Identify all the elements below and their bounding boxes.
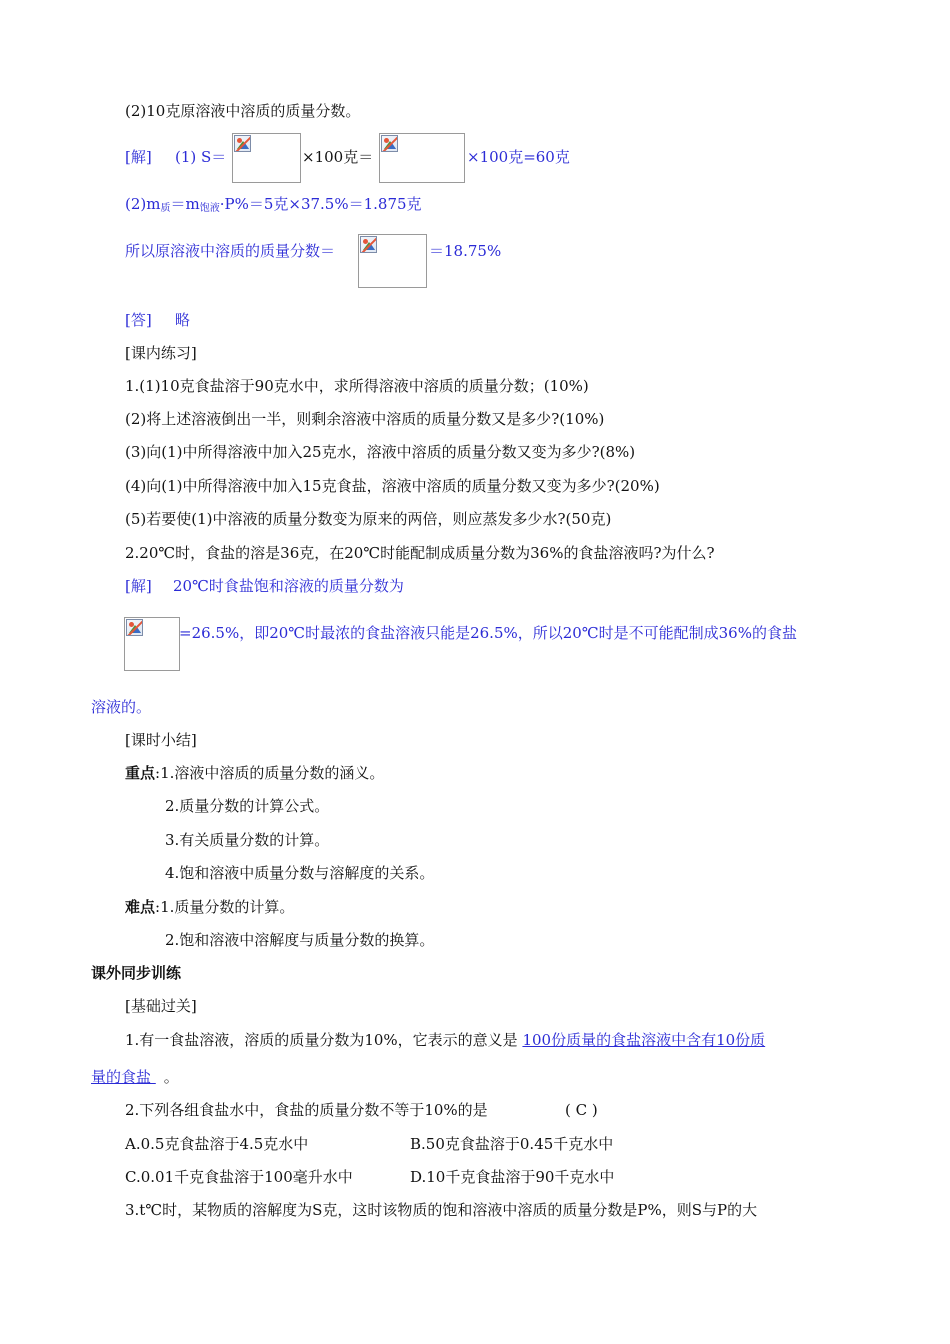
option-a: A.0.5克食盐溶于4.5克水中 (125, 1135, 309, 1153)
key-point-item: 3.有关质量分数的计算。 (165, 831, 330, 849)
practice-item: 2.20℃时，食盐的溶是36克，在20℃时能配制成质量分数为36%的食盐溶液吗?为什么? (125, 544, 715, 562)
solution-conclusion: 所以原溶液中溶质的质量分数＝ (125, 242, 336, 260)
formula-image (124, 617, 180, 671)
practice-solution-tag: [解] (125, 577, 152, 595)
practice-solution-end: 溶液的。 (91, 698, 152, 716)
hard-point-item: 2.饱和溶液中溶解度与质量分数的换算。 (165, 931, 435, 949)
practice-solution-text: 20℃时食盐饱和溶液的质量分数为 (173, 577, 404, 595)
practice-item: (2)将上述溶液倒出一半，则剩余溶液中溶质的质量分数又是多少?(10%) (125, 410, 605, 428)
formula-image (379, 133, 465, 183)
training-header: [基础过关] (125, 997, 197, 1015)
solution-part-2: (2)m质＝m饱液·P%＝5克×37.5%＝1.875克 (125, 195, 422, 214)
training-question-2-answer: ( C ) (565, 1101, 598, 1119)
option-b: B.50克食盐溶于0.45千克水中 (410, 1135, 614, 1153)
broken-image-icon (126, 619, 143, 636)
answer-fill: 量的食盐 (91, 1068, 156, 1086)
broken-image-icon (234, 135, 251, 152)
hard-points-line: 难点:1.质量分数的计算。 (125, 898, 295, 916)
key-point-item: 4.饱和溶液中质量分数与溶解度的关系。 (165, 864, 435, 882)
solution-formula-mid: ×100克＝ (302, 148, 374, 166)
option-c: C.0.01千克食盐溶于100毫升水中 (125, 1168, 353, 1186)
answer-fill: 100份质量的食盐溶液中含有10份质 (522, 1031, 766, 1049)
practice-item: 1.(1)10克食盐溶于90克水中，求所得溶液中溶质的质量分数；(10%) (125, 377, 589, 395)
solution-conclusion-value: ＝18.75% (429, 242, 502, 260)
option-d: D.10千克食盐溶于90千克水中 (410, 1168, 615, 1186)
formula-image (358, 234, 427, 288)
hard-points-label: 难点 (125, 898, 156, 916)
practice-header: [课内练习] (125, 344, 197, 362)
practice-item: (3)向(1)中所得溶液中加入25克水，溶液中溶质的质量分数又变为多少?(8%) (125, 443, 636, 461)
answer-tag: [答] (125, 311, 152, 329)
solution-tag: [解] (125, 148, 152, 166)
question-part-2: (2)10克原溶液中溶质的质量分数。 (125, 102, 361, 120)
practice-solution-continuation: =26.5%，即20℃时最浓的食盐溶液只能是26.5%，所以20℃时是不可能配制成36%的食盐 (179, 624, 797, 642)
training-question-1: 1.有一食盐溶液，溶质的质量分数为10%，它表示的意义是 100份质量的食盐溶液中含有10份质 (125, 1031, 766, 1049)
formula-image (232, 133, 301, 183)
practice-item: (4)向(1)中所得溶液中加入15克食盐，溶液中溶质的质量分数又变为多少?(20%) (125, 477, 660, 495)
training-question-1-cont: 量的食盐 。 (91, 1068, 179, 1086)
summary-header: [课时小结] (125, 731, 197, 749)
training-question-2: 2.下列各组食盐水中，食盐的质量分数不等于10%的是 (125, 1101, 488, 1119)
answer-text: 略 (175, 311, 191, 329)
key-points-line: 重点:1.溶液中溶质的质量分数的涵义。 (125, 764, 385, 782)
broken-image-icon (381, 135, 398, 152)
solution-formula-start: (1) S＝ (175, 148, 227, 166)
section-title: 课外同步训练 (91, 964, 182, 982)
practice-item: (5)若要使(1)中溶液的质量分数变为原来的两倍，则应蒸发多少水?(50克) (125, 510, 612, 528)
solution-formula-end: ×100克=60克 (467, 148, 570, 166)
key-point-item: 2.质量分数的计算公式。 (165, 797, 330, 815)
key-points-label: 重点 (125, 764, 156, 782)
broken-image-icon (360, 236, 377, 253)
training-question-3: 3.t℃时，某物质的溶解度为S克，这时该物质的饱和溶液中溶质的质量分数是P%，则S与P的大 (125, 1201, 758, 1219)
